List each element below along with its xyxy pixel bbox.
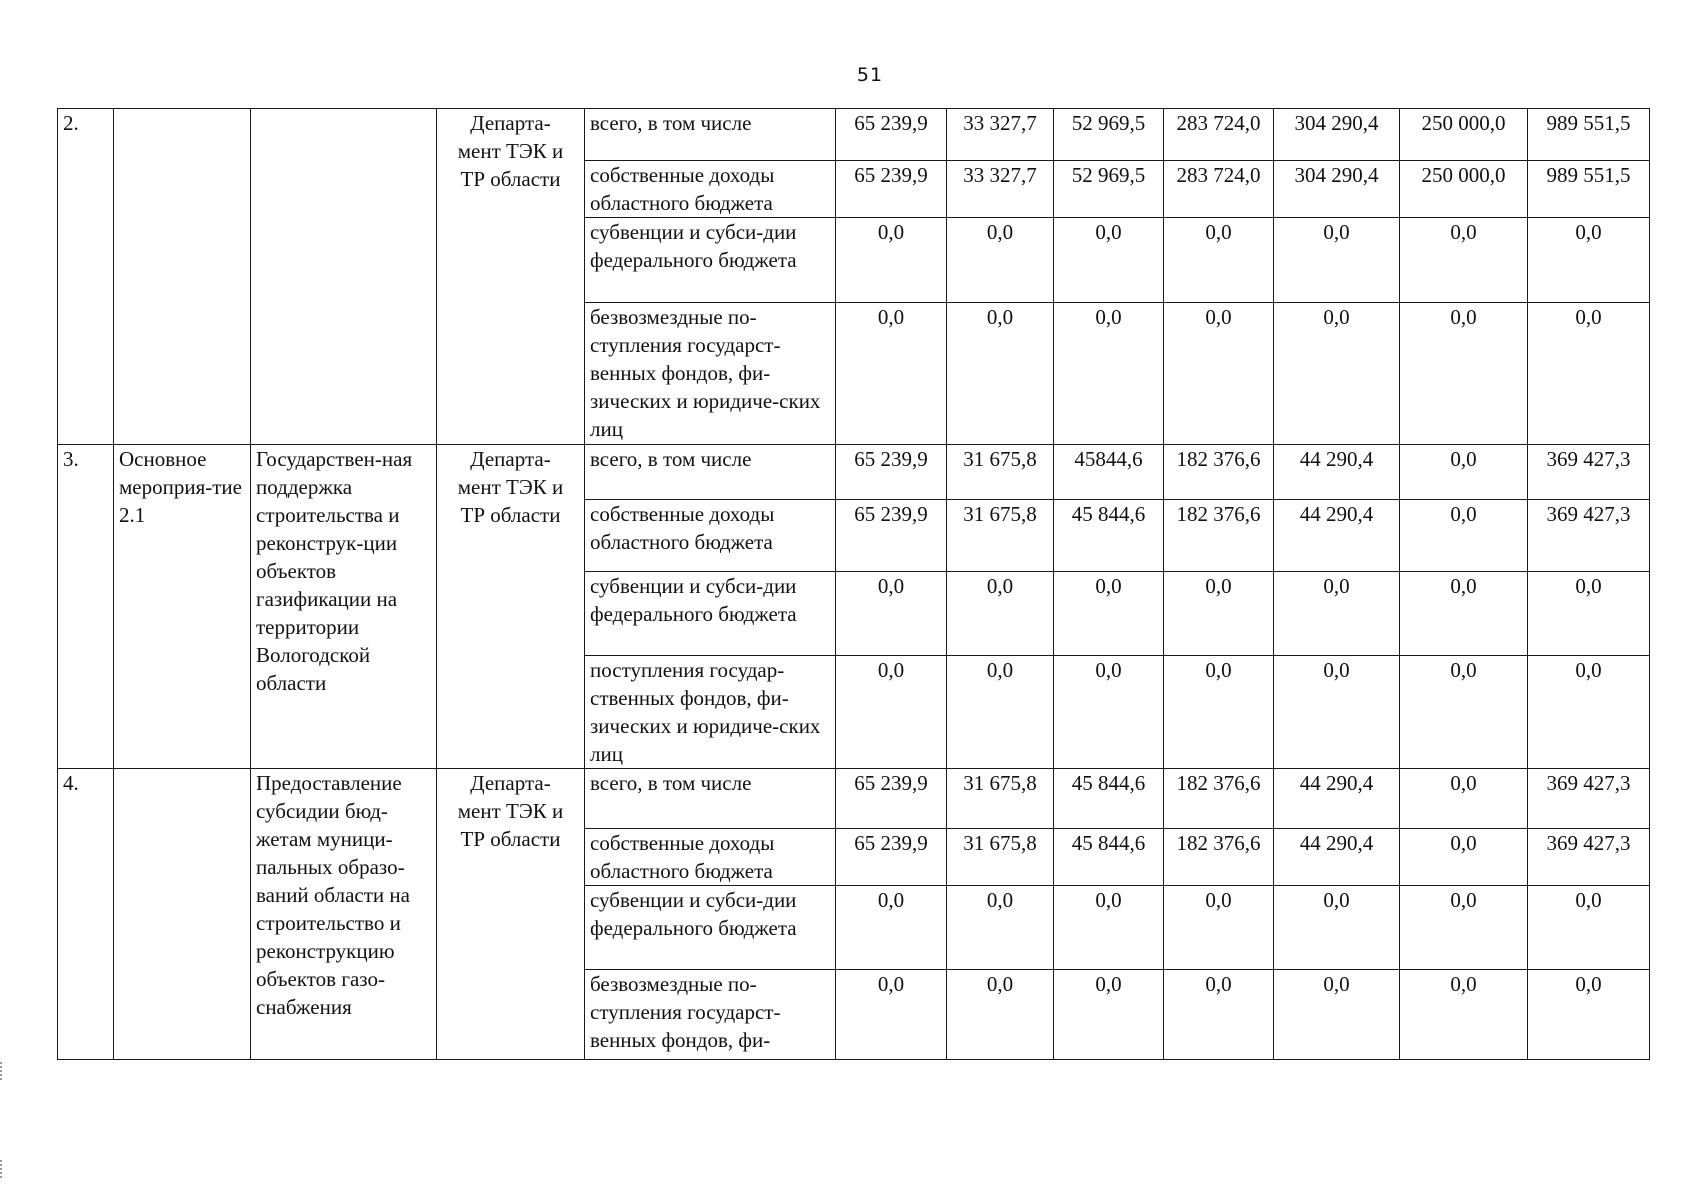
funding-source: безвозмездные по-ступления государст-венных фондов, фи-зических и юридиче-ских лиц — [585, 303, 836, 445]
amount-cell: 989 551,5 — [1528, 161, 1650, 218]
amount-cell: 182 376,6 — [1164, 769, 1274, 829]
amount-cell: 0,0 — [1528, 218, 1650, 303]
amount-cell: 369 427,3 — [1528, 829, 1650, 886]
amount-cell: 65 239,9 — [836, 769, 947, 829]
amount-cell: 0,0 — [1400, 572, 1528, 656]
amount-cell: 45 844,6 — [1054, 769, 1164, 829]
amount-cell: 0,0 — [1274, 970, 1400, 1060]
amount-cell: 0,0 — [836, 656, 947, 769]
amount-cell: 0,0 — [947, 656, 1054, 769]
amount-cell: 304 290,4 — [1274, 161, 1400, 218]
amount-cell: 0,0 — [1400, 886, 1528, 970]
amount-cell: 0,0 — [836, 303, 947, 445]
amount-cell: 0,0 — [1054, 572, 1164, 656]
event-description: Государствен-ная поддержка строительства и реконструк-ции объектов газификации на территории Вологодской области — [251, 445, 437, 769]
amount-cell: 0,0 — [1164, 218, 1274, 303]
amount-cell: 250 000,0 — [1400, 109, 1528, 161]
amount-cell: 33 327,7 — [947, 109, 1054, 161]
amount-cell: 0,0 — [1528, 886, 1650, 970]
amount-cell: 0,0 — [947, 886, 1054, 970]
amount-cell: 283 724,0 — [1164, 161, 1274, 218]
table-body — [58, 109, 1650, 1060]
amount-cell: 182 376,6 — [1164, 500, 1274, 572]
responsible-department: Департа- мент ТЭК и ТР области — [437, 109, 585, 445]
amount-cell: 44 290,4 — [1274, 829, 1400, 886]
amount-cell: 52 969,5 — [1054, 109, 1164, 161]
amount-cell: 31 675,8 — [947, 769, 1054, 829]
event-name: Основное мероприя-тие 2.1 — [114, 445, 251, 769]
amount-cell: 0,0 — [1274, 303, 1400, 445]
amount-cell: 0,0 — [836, 886, 947, 970]
amount-cell: 0,0 — [947, 218, 1054, 303]
amount-cell: 45 844,6 — [1054, 829, 1164, 886]
event-description: Предоставление субсидии бюд-жетам муници-пальных образо-ваний области на строительство и реконструкцию объектов газо-снабжения — [251, 769, 437, 1060]
amount-cell: 44 290,4 — [1274, 769, 1400, 829]
event-name — [114, 109, 251, 445]
amount-cell: 0,0 — [1164, 572, 1274, 656]
scan-edge-mark — [0, 1062, 5, 1080]
amount-cell: 0,0 — [1274, 218, 1400, 303]
amount-cell: 0,0 — [1054, 303, 1164, 445]
amount-cell: 65 239,9 — [836, 109, 947, 161]
funding-source: всего, в том числе — [585, 445, 836, 500]
funding-source: собственные доходы областного бюджета — [585, 161, 836, 218]
amount-cell: 0,0 — [1164, 656, 1274, 769]
budget-table — [57, 108, 1650, 1060]
funding-source: собственные доходы областного бюджета — [585, 500, 836, 572]
amount-cell: 0,0 — [836, 970, 947, 1060]
amount-cell: 369 427,3 — [1528, 445, 1650, 500]
amount-cell: 0,0 — [1528, 572, 1650, 656]
amount-cell: 0,0 — [1400, 769, 1528, 829]
amount-cell: 0,0 — [1164, 970, 1274, 1060]
funding-source: безвозмездные по-ступления государст-венных фондов, фи- — [585, 970, 836, 1060]
row-number: 2. — [58, 109, 114, 445]
amount-cell: 45844,6 — [1054, 445, 1164, 500]
amount-cell: 250 000,0 — [1400, 161, 1528, 218]
amount-cell: 0,0 — [1400, 500, 1528, 572]
amount-cell: 0,0 — [947, 970, 1054, 1060]
funding-source: субвенции и субси-дии федерального бюджета — [585, 886, 836, 970]
amount-cell: 369 427,3 — [1528, 769, 1650, 829]
funding-source: субвенции и субси-дии федерального бюджета — [585, 218, 836, 303]
amount-cell: 304 290,4 — [1274, 109, 1400, 161]
amount-cell: 0,0 — [1164, 303, 1274, 445]
amount-cell: 0,0 — [836, 572, 947, 656]
amount-cell: 989 551,5 — [1528, 109, 1650, 161]
responsible-department: Департа- мент ТЭК и ТР области — [437, 445, 585, 769]
amount-cell: 0,0 — [1400, 445, 1528, 500]
amount-cell: 0,0 — [1400, 970, 1528, 1060]
amount-cell: 65 239,9 — [836, 445, 947, 500]
row-number: 3. — [58, 445, 114, 769]
table-row — [58, 445, 1650, 500]
funding-source: поступления государ-ственных фондов, фи-зических и юридиче-ских лиц — [585, 656, 836, 769]
responsible-department: Департа- мент ТЭК и ТР области — [437, 769, 585, 1060]
amount-cell: 44 290,4 — [1274, 500, 1400, 572]
amount-cell: 52 969,5 — [1054, 161, 1164, 218]
amount-cell: 65 239,9 — [836, 500, 947, 572]
amount-cell: 0,0 — [1274, 656, 1400, 769]
event-name — [114, 769, 251, 1060]
amount-cell: 31 675,8 — [947, 500, 1054, 572]
amount-cell: 0,0 — [1274, 572, 1400, 656]
event-description — [251, 109, 437, 445]
amount-cell: 0,0 — [1400, 656, 1528, 769]
amount-cell: 0,0 — [1054, 218, 1164, 303]
row-number: 4. — [58, 769, 114, 1060]
amount-cell: 0,0 — [1164, 886, 1274, 970]
amount-cell: 369 427,3 — [1528, 500, 1650, 572]
funding-source: всего, в том числе — [585, 769, 836, 829]
table-row — [58, 769, 1650, 829]
amount-cell: 31 675,8 — [947, 829, 1054, 886]
amount-cell: 0,0 — [1274, 886, 1400, 970]
amount-cell: 182 376,6 — [1164, 829, 1274, 886]
amount-cell: 0,0 — [1054, 886, 1164, 970]
amount-cell: 65 239,9 — [836, 829, 947, 886]
funding-source: субвенции и субси-дии федерального бюджета — [585, 572, 836, 656]
amount-cell: 33 327,7 — [947, 161, 1054, 218]
amount-cell: 0,0 — [1400, 303, 1528, 445]
amount-cell: 0,0 — [1054, 656, 1164, 769]
amount-cell: 31 675,8 — [947, 445, 1054, 500]
table-row — [58, 109, 1650, 161]
amount-cell: 0,0 — [947, 572, 1054, 656]
amount-cell: 0,0 — [1528, 970, 1650, 1060]
amount-cell: 0,0 — [1528, 656, 1650, 769]
funding-source: всего, в том числе — [585, 109, 836, 161]
amount-cell: 0,0 — [1528, 303, 1650, 445]
amount-cell: 0,0 — [836, 218, 947, 303]
amount-cell: 44 290,4 — [1274, 445, 1400, 500]
scan-edge-mark — [0, 1160, 5, 1178]
page-number: 51 — [856, 64, 884, 86]
amount-cell: 0,0 — [947, 303, 1054, 445]
amount-cell: 0,0 — [1400, 218, 1528, 303]
amount-cell: 65 239,9 — [836, 161, 947, 218]
amount-cell: 182 376,6 — [1164, 445, 1274, 500]
amount-cell: 283 724,0 — [1164, 109, 1274, 161]
amount-cell: 0,0 — [1054, 970, 1164, 1060]
amount-cell: 0,0 — [1400, 829, 1528, 886]
amount-cell: 45 844,6 — [1054, 500, 1164, 572]
funding-source: собственные доходы областного бюджета — [585, 829, 836, 886]
